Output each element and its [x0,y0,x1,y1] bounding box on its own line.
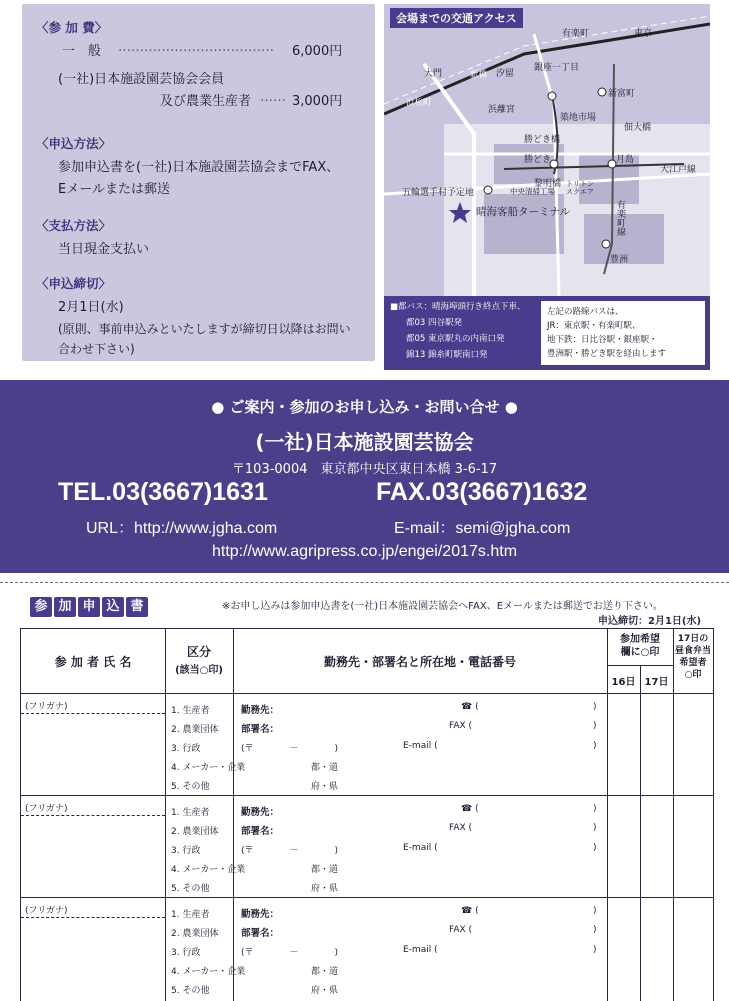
category-option[interactable]: 3. 行政 [171,744,201,754]
map-title: 会場までの交通アクセス [390,8,523,28]
form-deadline: 申込締切：2月1日(水) [598,616,702,627]
map-label-yurakucho: 有楽町 [562,29,590,39]
email-label: E-mail ( [403,945,438,955]
map-label-olympic: 五輪選手村予定地 [402,188,475,198]
pref-label: 府・県 [311,782,339,792]
close-paren: ) [593,925,597,935]
category-option[interactable]: 5. その他 [171,986,210,996]
header-category: 区分 [186,645,211,659]
email-label: E-mail ( [403,843,438,853]
category-option[interactable]: 3. 行政 [171,948,201,958]
member-dots: …… [260,90,286,105]
fax-number: FAX.03(3667)1632 [376,478,588,506]
payment-text: 当日現金支払い [58,242,150,257]
form-title-char: 書 [126,597,148,617]
category-option[interactable]: 4. メーカー・企業 [171,865,246,875]
deadline-note1: (原則、事前申込みといたしますが締切日以降はお問い [58,322,351,336]
header-day17: 17日 [644,677,669,688]
map-label-yurakucho-line: 有楽町線 [615,200,625,236]
map-label-tsukishima: 月島 [616,155,635,165]
map-label-hamamatsucho: 浜松町 [406,98,432,108]
general-dots: ……………………………… [118,40,274,55]
map-label-tsukuda: 佃大橋 [624,123,652,133]
deadline-note2: 合わせ下さい) [58,342,135,356]
route-line2: JR：東京駅・有楽町駅、 [547,321,641,331]
event-url[interactable]: http://www.agripress.co.jp/engei/2017s.htm [211,543,518,560]
email-address[interactable]: E-mail：semi@jgha.com [394,520,571,537]
pref-label: 府・県 [311,884,339,894]
map-label-chuo-plant: 中央清掃工場 [510,187,555,196]
form-title-char: 申 [78,597,100,617]
map-label-kachidoki: 勝どき [524,155,552,165]
apply-heading: 〈申込方法〉 [36,136,112,151]
tel-label: ☎ ( [461,804,479,814]
category-option[interactable]: 5. その他 [171,782,210,792]
form-title [30,595,150,617]
category-option[interactable]: 5. その他 [171,884,210,894]
member-price: 3,000円 [292,94,343,109]
form-note: ※お申し込みは参加申込書を(一社)日本施設園芸協会へFAX、Eメールまたは郵送でお送り下さい。 [222,601,663,612]
bus-line1: ■都バス：晴海埠頭行き終点下車、 [390,302,526,312]
workplace-label: 勤務先： [241,705,280,716]
close-paren: ) [593,945,597,955]
map-label-daimon: 大門 [424,69,443,79]
map-label-reimeibashi: 黎明橋 [534,179,562,189]
general-price: 6,000円 [292,44,343,59]
category-option[interactable]: 4. メーカー・企業 [171,763,246,773]
application-table [20,628,714,1001]
header-attend: 参加希望 欄に○印 [620,634,660,658]
workplace-label: 勤務先： [241,807,280,818]
map-label-oedo: 大江戸線 [660,165,697,175]
map-label-triton: トリトン スクエア [566,180,594,196]
header-workplace: 勤務先・部署名と所在地・電話番号 [323,655,516,669]
category-option[interactable]: 1. 生産者 [171,910,210,920]
pref-label: 都・道 [311,865,339,875]
map-graphic [384,4,710,296]
close-paren: ) [593,823,597,833]
close-paren: ) [593,741,597,751]
furigana-label: (フリガナ) [25,906,68,916]
pref-label: 都・道 [311,967,339,977]
dept-label: 部署名： [241,928,280,939]
apply-line1: 参加申込書を(一社)日本施設園芸協会までFAX、 [58,160,340,175]
header-day16: 16日 [611,677,636,688]
category-option[interactable]: 4. メーカー・企業 [171,967,246,977]
route-line4: 豊洲駅・勝どき駅を経由します [547,349,667,359]
close-paren: ) [593,804,597,814]
furigana-label: (フリガナ) [25,804,68,814]
postal-label: (〒 － ) [241,948,339,958]
dept-label: 部署名： [241,826,280,837]
tel-label: ☎ ( [461,906,479,916]
apply-line2: Eメールまたは郵送 [58,182,170,197]
close-paren: ) [593,702,597,712]
org-address: 〒103-0004 東京都中央区東日本橋 3-6-17 [231,462,498,477]
contact-heading: ● ご案内・参加のお申し込み・お問い合せ ● [211,398,518,416]
close-paren: ) [593,906,597,916]
contact-band [0,380,729,573]
map-label-ginza: 銀座一丁目 [534,63,580,73]
postal-label: (〒 － ) [241,846,339,856]
member-line2: 及び農業生産者 [160,94,252,109]
map-label-toyosu: 豊洲 [610,255,629,265]
fax-label: FAX ( [449,823,473,833]
category-option[interactable]: 3. 行政 [171,846,201,856]
map-label-terminal: 晴海客船ターミナル [476,206,570,218]
header-lunch: 17日の 昼食弁当 希望者 ○印 [674,634,711,680]
org-name: (一社)日本施設園芸協会 [255,430,474,454]
map-label-tsukiji: 築地市場 [560,113,597,123]
website-url[interactable]: URL：http://www.jgha.com [86,520,278,537]
map-label-shimbashi: 新橋 [470,70,488,80]
cut-line [0,582,729,583]
category-option[interactable]: 1. 生産者 [171,706,210,716]
deadline-date: 2月1日(水) [58,300,124,315]
member-line1: (一社)日本施設園芸協会会員 [58,72,225,87]
workplace-label: 勤務先： [241,909,280,920]
fax-label: FAX ( [449,721,473,731]
map-label-tokyo: 東京 [634,29,653,39]
map-label-kachidokibashi: 勝どき橋 [524,135,561,145]
access-map [384,4,710,296]
postal-label: (〒 － ) [241,744,339,754]
payment-heading: 〈支払方法〉 [36,218,112,233]
pref-label: 府・県 [311,986,339,996]
map-label-hamarikyu: 浜離宮 [488,105,516,115]
category-option[interactable]: 2. 農業団体 [171,929,219,939]
category-option[interactable]: 2. 農業団体 [171,827,219,837]
map-label-shiodome: 汐留 [496,69,515,79]
route-line3: 地下鉄：日比谷駅・銀座駅・ [547,335,658,345]
form-title-char: 加 [54,597,76,617]
bus-line2: 都03 四谷駅発 [406,318,463,328]
route-line1: 左記の路線バスは、 [547,307,624,317]
category-option[interactable]: 1. 生産者 [171,808,210,818]
header-category-sub: (該当○印) [175,665,223,676]
header-name: 参 加 者 氏 名 [54,655,132,669]
form-title-char: 参 [30,597,52,617]
pref-label: 都・道 [311,763,339,773]
fee-heading: 〈参 加 費〉 [36,20,108,35]
general-label: 一 般 [62,44,102,59]
fee-panel [22,4,375,361]
category-option[interactable]: 2. 農業団体 [171,725,219,735]
dept-label: 部署名： [241,724,280,735]
fax-label: FAX ( [449,925,473,935]
route-note-box [540,300,706,366]
close-paren: ) [593,721,597,731]
furigana-label: (フリガナ) [25,702,68,712]
close-paren: ) [593,843,597,853]
bus-line3: 都05 東京駅丸の内南口発 [406,334,505,344]
email-label: E-mail ( [403,741,438,751]
tel-label: ☎ ( [461,702,479,712]
form-title-char: 込 [102,597,124,617]
deadline-heading: 〈申込締切〉 [36,276,112,291]
bus-line4: 錦13 錦糸町駅南口発 [406,350,488,360]
map-label-shintomicho: 新富町 [608,89,636,99]
tel-number: TEL.03(3667)1631 [58,478,268,506]
